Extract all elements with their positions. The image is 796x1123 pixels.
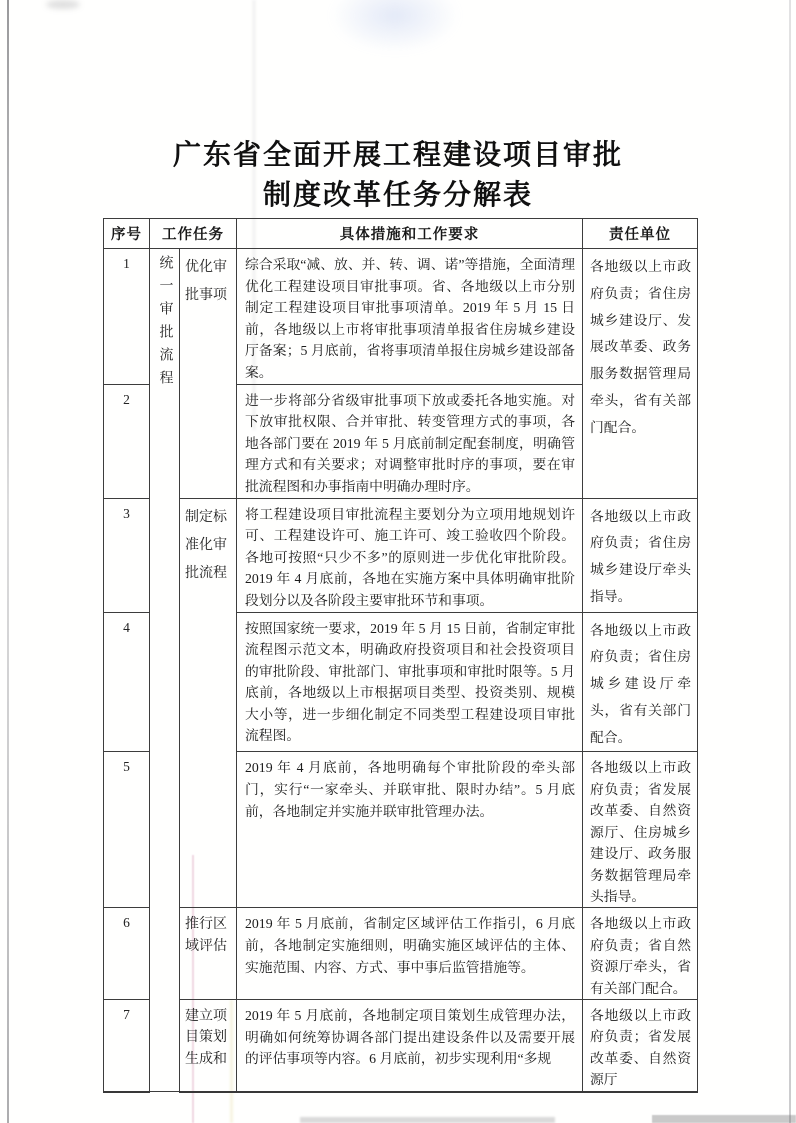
task-group-label: 统一审批流程 [157, 255, 173, 393]
scan-mark-top-left [46, 0, 80, 9]
unit-cell: 各地级以上市政府负责；省自然资源厅牵头，省有关部门配合。 [583, 908, 698, 1000]
serial-cell: 1 [104, 249, 150, 385]
measures-cell: 2019 年 5 月底前，省制定区域评估工作指引，6 月底前，各地制定实施细则，明确实施区域评估的主体、实施范围、内容、方式、事中事后监管措施等。 [237, 908, 583, 1000]
unit-cell: 各地级以上市政府负责；省发展改革委、自然资源厅、住房城乡建设厅、政务服务数据管理局牵头指导。 [583, 752, 698, 908]
title-line-1: 广东省全面开展工程建设项目审批 [172, 140, 623, 171]
serial-cell: 3 [104, 498, 150, 612]
serial-cell: 2 [104, 384, 150, 498]
measures-cell: 将工程建设项目审批流程主要划分为立项用地规划许可、工程建设许可、施工许可、竣工验收四个阶段。各地可按照“只少不多”的原则进一步优化审批阶段。2019 年 4 月底前，各地在实施方案中具体明确审批阶段划分以及各阶段主要审批环节和事项。 [237, 498, 583, 612]
measures-cell: 按照国家统一要求，2019 年 5 月 15 日前，省制定审批流程图示范文本，明确政府投资项目和社会投资项目的审批阶段、审批部门、审批事项和审批时限等。5 月底前，各地级以上市根据项目类型、投资类别、规模大小等，进一步细化制定不同类型工程建设项目审批流程图。 [237, 612, 583, 752]
scan-shadow-bottom-right [652, 1115, 796, 1123]
task-cell: 制定标准化审批流程 [180, 498, 237, 908]
measures-cell: 综合采取“减、放、并、转、调、诺”等措施，全面清理优化工程建设项目审批事项。省、各地级以上市分别制定工程建设项目审批事项清单。2019 年 5 月 15 日前，各地级以上市将审批事项清单报省住房城乡建设厅备案；5 月底前，省将事项清单报住房城乡建设部备案。 [237, 249, 583, 385]
header-unit: 责任单位 [583, 219, 698, 249]
table-row-7 [104, 999, 698, 1091]
table-row-3 [104, 498, 698, 612]
table-row-1 [104, 249, 698, 385]
serial-cell: 4 [104, 612, 150, 752]
task-cell: 建立项目策划生成和 [180, 999, 237, 1091]
title-line-2: 制度改革任务分解表 [262, 180, 533, 211]
header-measures: 具体措施和工作要求 [237, 219, 583, 249]
unit-cell: 各地级以上市政府负责；省发展改革委、自然资源厅 [583, 999, 698, 1091]
table-header-row [104, 219, 698, 249]
serial-cell: 6 [104, 908, 150, 1000]
unit-cell: 各地级以上市政府负责；省住房城乡建设厅、发展改革委、政务服务数据管理局牵头，省有关部门配合。 [583, 249, 698, 499]
scan-smudge-top [330, 0, 460, 53]
document-title [0, 136, 796, 216]
measures-cell: 进一步将部分省级审批事项下放或委托各地实施。对下放审批权限、合并审批、转变管理方式的事项，各地各部门要在 2019 年 5 月底前制定配套制度，明确管理方式和有关要求；对调整审批时序的事项，要在审批流程图和办事指南中明确办理时序。 [237, 384, 583, 498]
measures-cell: 2019 年 5 月底前，各地制定项目策划生成管理办法，明确如何统筹协调各部门提出建设条件以及需要开展的评估事项等内容。6 月底前，初步实现利用“多规 [237, 999, 583, 1091]
measures-cell: 2019 年 4 月底前，各地明确每个审批阶段的牵头部门，实行“一家牵头、并联审批、限时办结”。5 月底前，各地制定并实施并联审批管理办法。 [237, 752, 583, 908]
header-serial: 序号 [104, 219, 150, 249]
task-cell: 推行区域评估 [180, 908, 237, 1000]
task-cell: 优化审批事项 [180, 249, 237, 499]
task-group-cell [150, 249, 180, 1092]
header-task: 工作任务 [150, 219, 237, 249]
unit-cell: 各地级以上市政府负责；省住房城乡建设厅牵头指导。 [583, 498, 698, 612]
table-row-6 [104, 908, 698, 1000]
serial-cell: 5 [104, 752, 150, 908]
unit-cell: 各地级以上市政府负责；省住房城乡建设厅牵头，省有关部门配合。 [583, 612, 698, 752]
serial-cell: 7 [104, 999, 150, 1091]
task-breakdown-table [103, 218, 698, 1093]
scan-shadow-bottom-left [300, 1117, 555, 1123]
